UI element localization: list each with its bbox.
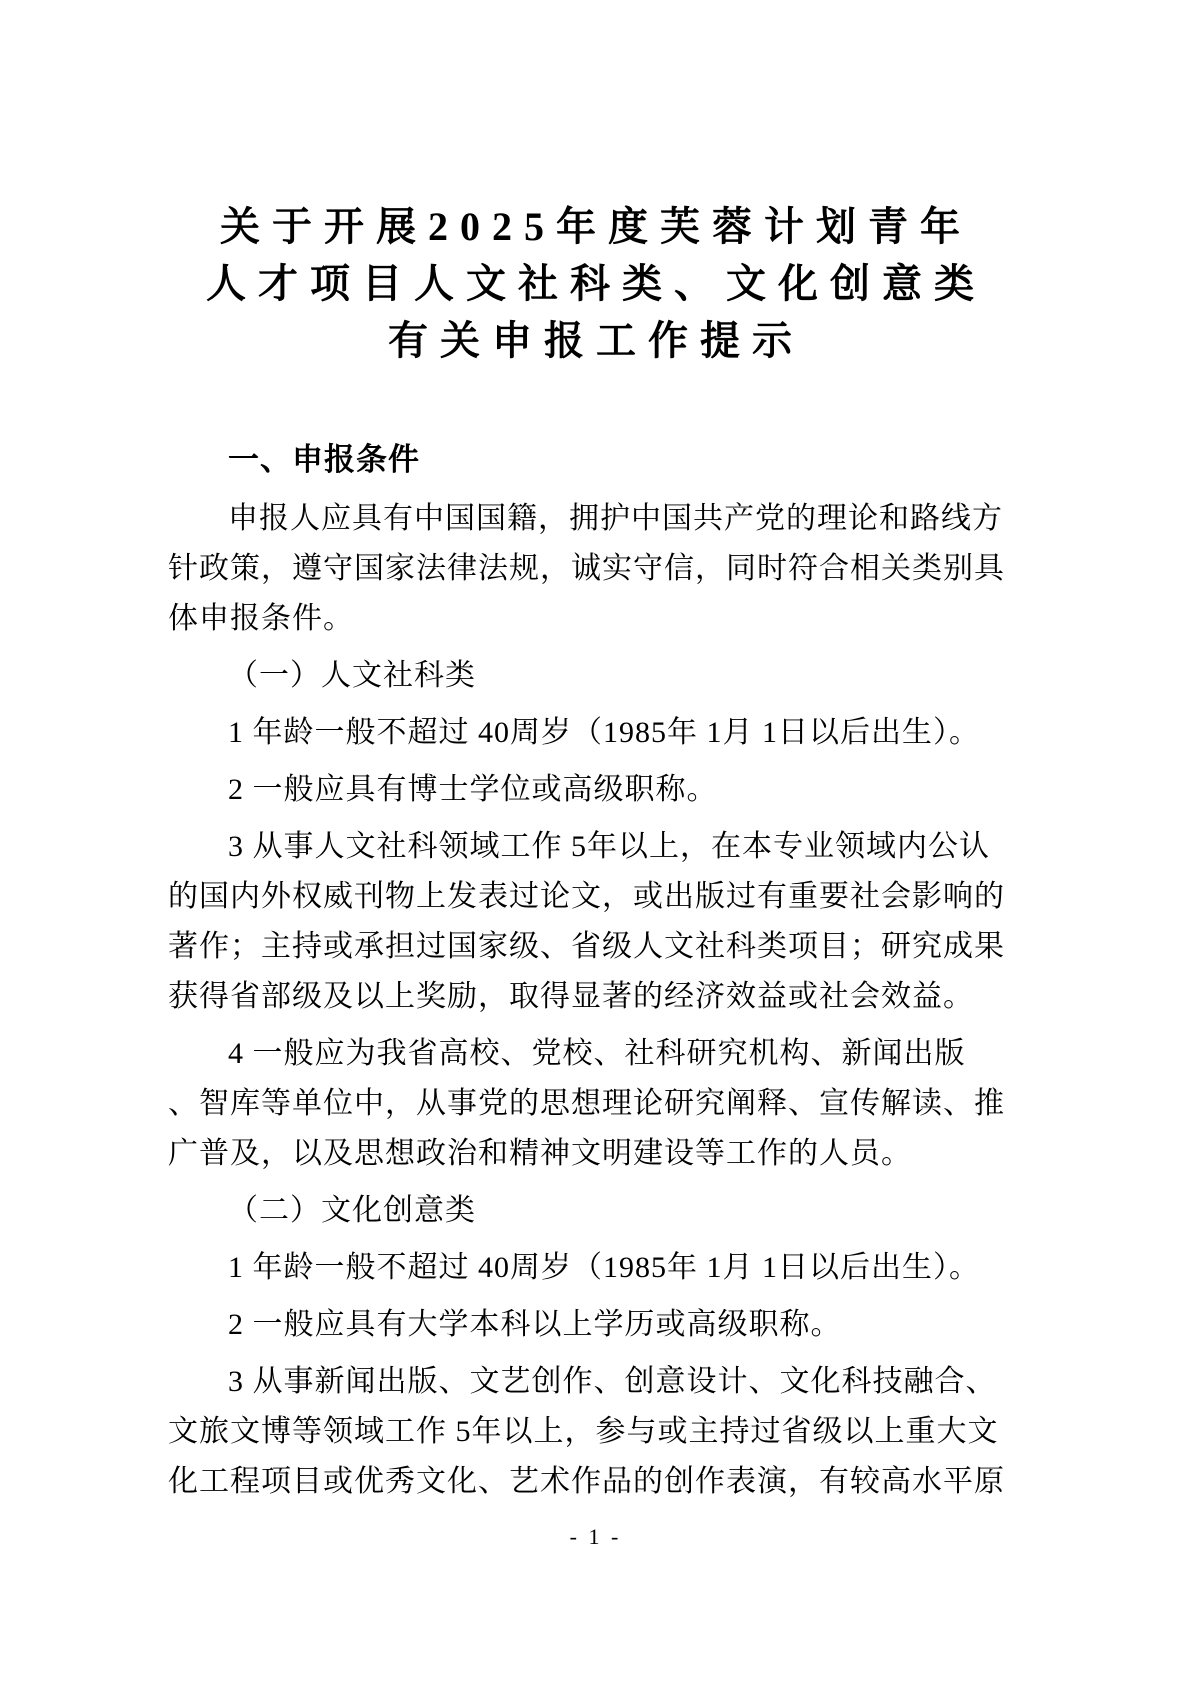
- item-cultural-2: [168, 1300, 1024, 1350]
- subsection-heading-cultural-creative: [168, 1186, 1024, 1236]
- title-line-1: 关于开展2025年度芙蓉计划青年: [220, 204, 972, 249]
- page-number: - 1 -: [569, 1524, 622, 1549]
- document-title: [168, 198, 1024, 369]
- item-humanities-3: [168, 822, 1024, 1022]
- text-line: 获得省部级及以上奖励，取得显著的经济效益或社会效益。: [168, 980, 974, 1013]
- text-line: 广普及，以及思想政治和精神文明建设等工作的人员。: [168, 1137, 912, 1170]
- text-line: 2 一般应具有大学本科以上学历或高级职称。: [228, 1308, 842, 1341]
- item-humanities-1: [168, 708, 1024, 758]
- text-line: 化工程项目或优秀文化、艺术作品的创作表演，有较高水平原: [168, 1465, 1005, 1498]
- section-heading-1: [168, 435, 1024, 485]
- text-line: 1 年龄一般不超过 40周岁（1985年 1月 1日以后出生）。: [228, 716, 980, 749]
- item-cultural-1: [168, 1243, 1024, 1293]
- text-line: 文旅文博等领域工作 5年以上，参与或主持过省级以上重大文: [168, 1415, 999, 1448]
- title-line-3: 有关申报工作提示: [388, 318, 804, 363]
- text-line: 针政策，遵守国家法律法规，诚实守信，同时符合相关类别具: [168, 552, 1005, 585]
- subsection-heading-humanities: [168, 651, 1024, 701]
- document-content: [168, 0, 1024, 1514]
- paragraph-general-conditions: [168, 494, 1024, 644]
- text-line: 1 年龄一般不超过 40周岁（1985年 1月 1日以后出生）。: [228, 1251, 980, 1284]
- item-cultural-3: [168, 1357, 1024, 1507]
- text-line: 、智库等单位中，从事党的思想理论研究阐释、宣传解读、推: [168, 1087, 1005, 1120]
- text-line: 2 一般应具有博士学位或高级职称。: [228, 773, 718, 806]
- text-line: 申报人应具有中国国籍，拥护中国共产党的理论和路线方: [228, 502, 1003, 535]
- text-line: 一、申报条件: [228, 442, 420, 477]
- text-line: 4 一般应为我省高校、党校、社科研究机构、新闻出版: [228, 1037, 966, 1070]
- text-line: 的国内外权威刊物上发表过论文，或出版过有重要社会影响的: [168, 880, 1005, 913]
- text-line: 3 从事人文社科领域工作 5年以上，在本专业领域内公认: [228, 830, 990, 863]
- text-line: 著作；主持或承担过国家级、省级人文社科类项目；研究成果: [168, 930, 1005, 963]
- document-blocks: [168, 435, 1024, 1507]
- item-humanities-4: [168, 1029, 1024, 1179]
- text-line: 3 从事新闻出版、文艺创作、创意设计、文化科技融合、: [228, 1365, 997, 1398]
- title-line-2: 人才项目人文社科类、文化创意类: [206, 261, 986, 306]
- text-line: （二）文化创意类: [228, 1194, 476, 1227]
- text-line: （一）人文社科类: [228, 659, 476, 692]
- text-line: 体申报条件。: [168, 602, 354, 635]
- item-humanities-2: [168, 765, 1024, 815]
